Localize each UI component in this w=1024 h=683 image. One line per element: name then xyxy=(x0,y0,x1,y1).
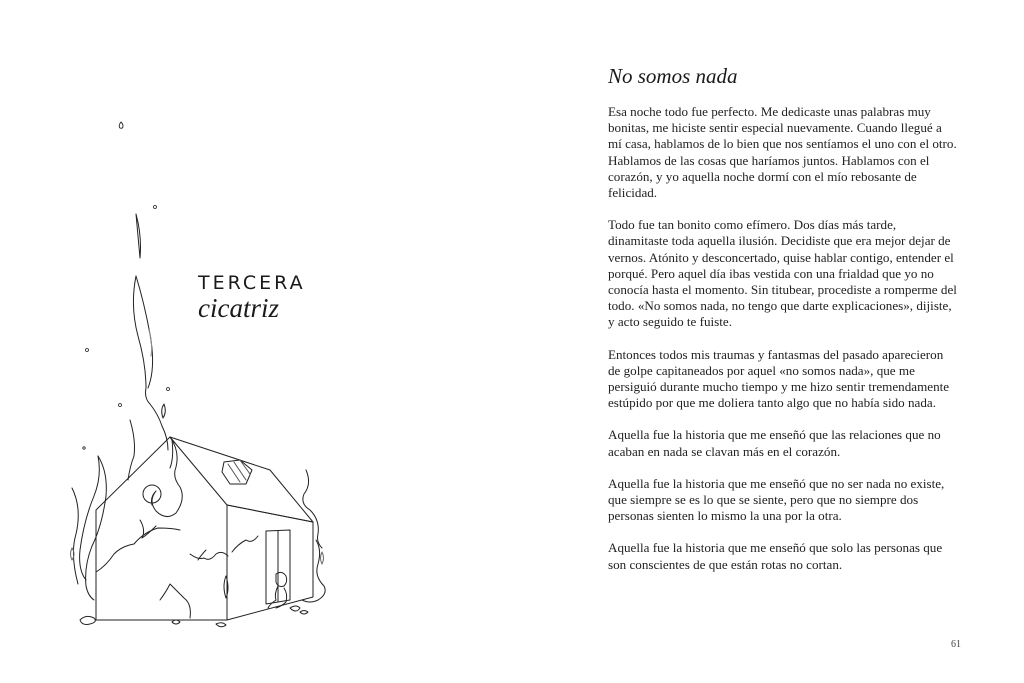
section-kicker: TERCERA xyxy=(198,272,306,294)
paragraph: Aquella fue la historia que me enseñó que las relaciones que no acaban en nada se clavan más en el corazón. xyxy=(608,427,941,459)
page-number: 61 xyxy=(951,639,961,650)
paragraph: Aquella fue la historia que me enseñó que solo las personas que son conscientes de que están rotas no cortan. xyxy=(608,540,943,572)
paragraph: Aquella fue la historia que me enseñó que no ser nada no existe, que siempre se es lo que se siente, pero que no siempre dos personas sienten lo mismo la una por la otra. xyxy=(608,475,945,524)
chapter-title: No somos nada xyxy=(608,64,738,88)
right-page xyxy=(512,0,1024,683)
paragraph: Entonces todos mis traumas y fantasmas del pasado aparecieron de golpe capitaneados por aquel «no somos nada», que me persiguió durante mucho tiempo y me hizo sentir tremendamente estúpido por que me doliera tanto algo que no había sido nada. xyxy=(608,346,950,411)
section-name: cicatriz xyxy=(198,293,279,323)
chapter-content xyxy=(597,64,957,589)
paragraph: Esa noche todo fue perfecto. Me dedicaste unas palabras muy bonitas, me hiciste sentir especial nuevamente. Cuando llegué a mí casa, hablamos de lo bien que nos sentíamos el uno con el otro. Hablamos de las cosas que haríamos juntos. Hablamos con el corazón, y yo aquella noche dormí con el mío rebosante de felicidad. xyxy=(608,104,957,201)
section-heading xyxy=(198,272,306,321)
paragraph: Todo fue tan bonito como efímero. Dos días más tarde, dinamitaste toda aquella ilusión. Decidiste que era mejor dejar de vernos. Atónito y desconcertado, quise hablar contigo, entender el porqué. Pero aquel día ibas vestida con una frialdad que yo no conocía hasta el momento. Sin titubear, procediste a romperme del todo. «No somos nada, no tengo que darte explicaciones», dijiste, y acto seguido te fuiste. xyxy=(608,217,957,330)
